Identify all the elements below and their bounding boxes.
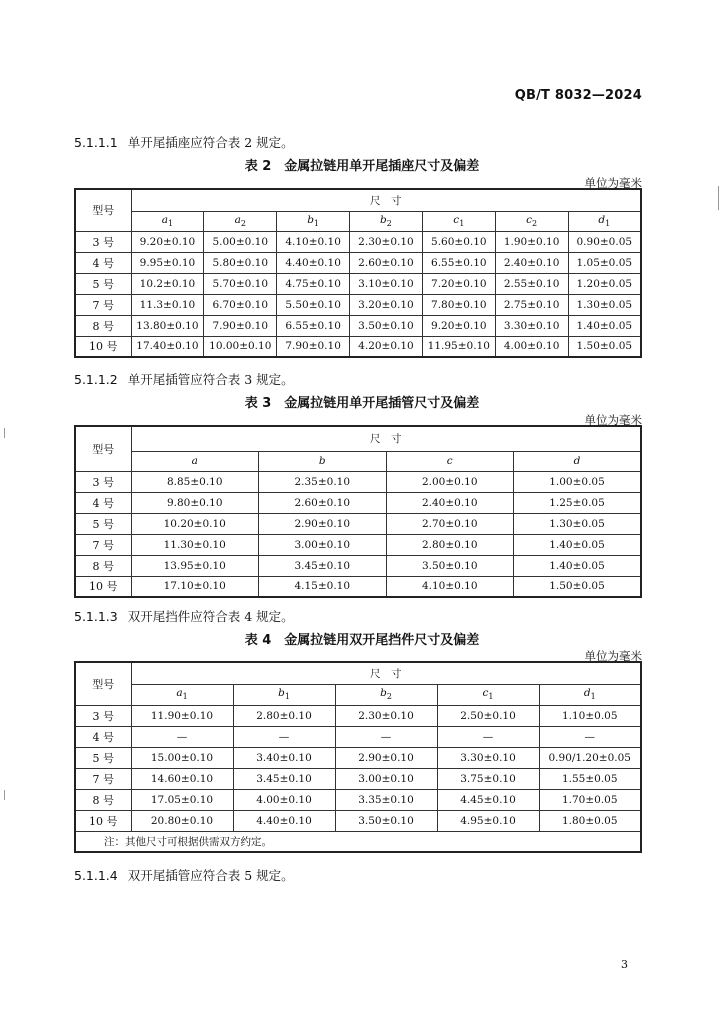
value-cell: 3.45±0.10	[259, 555, 387, 576]
table-row	[75, 768, 641, 789]
value-cell: 11.3±0.10	[131, 294, 204, 315]
value-cell: 3.40±0.10	[233, 747, 335, 768]
value-cell: 4.20±0.10	[350, 336, 423, 357]
model-header: 型号	[75, 426, 131, 471]
value-cell: 1.50±0.05	[514, 576, 642, 597]
value-cell: 2.80±0.10	[386, 534, 514, 555]
scan-edge-mark	[4, 428, 5, 438]
value-cell: 13.95±0.10	[131, 555, 259, 576]
dimension-group-header: 尺 寸	[131, 189, 641, 211]
value-cell: 1.00±0.05	[514, 471, 642, 492]
value-cell: 10.00±0.10	[204, 336, 277, 357]
value-cell: 1.55±0.05	[539, 768, 641, 789]
value-cell: 5.60±0.10	[422, 231, 495, 252]
value-cell: 17.10±0.10	[131, 576, 259, 597]
value-cell: 1.70±0.05	[539, 789, 641, 810]
value-cell: 2.90±0.10	[335, 747, 437, 768]
value-cell: 2.55±0.10	[495, 273, 568, 294]
table-row	[75, 513, 641, 534]
table-row	[75, 273, 641, 294]
column-header	[131, 451, 259, 471]
table-row	[75, 810, 641, 831]
value-cell: 9.80±0.10	[131, 492, 259, 513]
clause-5-1-1-2	[74, 370, 294, 388]
table-4-body	[75, 662, 641, 852]
value-cell: 1.80±0.05	[539, 810, 641, 831]
clause-text: 单开尾插座应符合表 2 规定。	[127, 135, 294, 150]
value-cell: 14.60±0.10	[131, 768, 233, 789]
model-cell: 7 号	[75, 768, 131, 789]
value-cell: 7.90±0.10	[277, 336, 350, 357]
model-cell: 3 号	[75, 231, 131, 252]
clause-number: 5.1.1.2	[74, 372, 118, 387]
column-symbol: c	[482, 687, 489, 700]
value-cell: 1.25±0.05	[514, 492, 642, 513]
column-symbol: d	[573, 455, 581, 467]
model-cell: 4 号	[75, 726, 131, 747]
column-subscript: 1	[182, 692, 188, 702]
dimension-group-header: 尺 寸	[131, 662, 641, 684]
column-header	[495, 211, 568, 231]
value-cell: 10.20±0.10	[131, 513, 259, 534]
value-cell: 2.30±0.10	[350, 231, 423, 252]
value-cell: 5.50±0.10	[277, 294, 350, 315]
value-cell: 11.90±0.10	[131, 705, 233, 726]
model-cell: 4 号	[75, 492, 131, 513]
value-cell: 3.45±0.10	[233, 768, 335, 789]
value-cell: 4.40±0.10	[233, 810, 335, 831]
value-cell: 6.55±0.10	[422, 252, 495, 273]
table-4	[74, 661, 642, 853]
column-header	[204, 211, 277, 231]
document-code: QB/T 8032—2024	[514, 88, 642, 103]
model-cell: 7 号	[75, 534, 131, 555]
value-cell: 4.45±0.10	[437, 789, 539, 810]
value-cell: 4.00±0.10	[495, 336, 568, 357]
column-subscript: 1	[313, 219, 320, 229]
value-cell: 9.20±0.10	[422, 315, 495, 336]
model-cell: 10 号	[75, 336, 131, 357]
column-header	[437, 684, 539, 705]
value-cell: 6.70±0.10	[204, 294, 277, 315]
value-cell: 3.00±0.10	[259, 534, 387, 555]
value-cell: 3.30±0.10	[495, 315, 568, 336]
model-cell: 5 号	[75, 513, 131, 534]
value-cell: 2.70±0.10	[386, 513, 514, 534]
value-cell: 2.80±0.10	[233, 705, 335, 726]
value-cell: 2.30±0.10	[335, 705, 437, 726]
column-symbol: b	[307, 213, 314, 226]
value-cell: 4.10±0.10	[386, 576, 514, 597]
column-symbol: c	[446, 455, 453, 467]
value-cell: 5.80±0.10	[204, 252, 277, 273]
column-header	[350, 211, 423, 231]
table-row	[75, 294, 641, 315]
value-cell: 11.30±0.10	[131, 534, 259, 555]
model-cell: 8 号	[75, 789, 131, 810]
table-4-caption: 表 4 金属拉链用双开尾挡件尺寸及偏差	[244, 633, 480, 648]
value-cell: 2.90±0.10	[259, 513, 387, 534]
table-row	[75, 231, 641, 252]
column-symbol: a	[234, 213, 241, 226]
value-cell: 4.10±0.10	[277, 231, 350, 252]
column-symbol: b	[318, 455, 326, 467]
column-subscript: 1	[590, 692, 596, 702]
column-subscript: 2	[386, 219, 392, 229]
value-cell: 2.60±0.10	[259, 492, 387, 513]
table-3-body	[75, 426, 641, 597]
value-cell: 2.60±0.10	[350, 252, 423, 273]
table-row	[75, 789, 641, 810]
column-symbol: a	[176, 687, 183, 700]
model-cell: 5 号	[75, 273, 131, 294]
value-cell: 3.35±0.10	[335, 789, 437, 810]
value-cell: 15.00±0.10	[131, 747, 233, 768]
value-cell: 4.00±0.10	[233, 789, 335, 810]
column-symbol: b	[278, 687, 285, 700]
value-cell: 3.30±0.10	[437, 747, 539, 768]
model-cell: 8 号	[75, 555, 131, 576]
table-3-caption: 表 3 金属拉链用单开尾插管尺寸及偏差	[244, 396, 480, 411]
value-cell: —	[233, 726, 335, 747]
column-symbol: c	[453, 213, 460, 226]
column-subscript: 1	[168, 219, 174, 229]
value-cell: 4.95±0.10	[437, 810, 539, 831]
table-2-caption: 表 2 金属拉链用单开尾插座尺寸及偏差	[244, 159, 480, 174]
table-3	[74, 425, 642, 598]
value-cell: 3.50±0.10	[386, 555, 514, 576]
column-symbol: a	[161, 213, 168, 226]
value-cell: 17.05±0.10	[131, 789, 233, 810]
value-cell: 1.30±0.05	[514, 513, 642, 534]
value-cell: 17.40±0.10	[131, 336, 204, 357]
value-cell: 13.80±0.10	[131, 315, 204, 336]
model-cell: 4 号	[75, 252, 131, 273]
table-row	[75, 492, 641, 513]
value-cell: 0.90±0.05	[568, 231, 641, 252]
column-header	[539, 684, 641, 705]
column-header	[259, 451, 387, 471]
column-symbol: b	[380, 687, 387, 700]
model-header: 型号	[75, 189, 131, 231]
clause-5-1-1-3	[74, 607, 294, 625]
table-row	[75, 726, 641, 747]
column-symbol: d	[598, 213, 606, 226]
column-subscript: 1	[459, 219, 465, 229]
value-cell: 2.40±0.10	[386, 492, 514, 513]
value-cell: 11.95±0.10	[422, 336, 495, 357]
column-symbol: a	[191, 455, 198, 467]
table-row	[75, 471, 641, 492]
column-header	[131, 684, 233, 705]
value-cell: 1.20±0.05	[568, 273, 641, 294]
value-cell: 9.95±0.10	[131, 252, 204, 273]
value-cell: 6.55±0.10	[277, 315, 350, 336]
table-2-unit: 单位为毫米	[584, 176, 642, 190]
value-cell: 5.70±0.10	[204, 273, 277, 294]
clause-5-1-1-4	[74, 866, 294, 884]
model-cell: 8 号	[75, 315, 131, 336]
column-subscript: 1	[284, 692, 290, 702]
value-cell: 3.50±0.10	[335, 810, 437, 831]
dimension-group-header: 尺 寸	[131, 426, 641, 451]
value-cell: 3.20±0.10	[350, 294, 423, 315]
table-row	[75, 705, 641, 726]
column-header	[514, 451, 642, 471]
column-subscript: 1	[605, 219, 611, 229]
column-symbol: c	[526, 213, 533, 226]
table-row	[75, 252, 641, 273]
value-cell: 1.90±0.10	[495, 231, 568, 252]
table-3-unit: 单位为毫米	[584, 413, 642, 427]
table-row	[75, 315, 641, 336]
value-cell: 4.15±0.10	[259, 576, 387, 597]
value-cell: 4.40±0.10	[277, 252, 350, 273]
scan-edge-mark	[4, 790, 5, 800]
model-cell: 5 号	[75, 747, 131, 768]
column-subscript: 2	[532, 219, 538, 229]
column-subscript: 1	[488, 692, 494, 702]
column-symbol: b	[380, 213, 387, 226]
value-cell: 0.90/1.20±0.05	[539, 747, 641, 768]
value-cell: 1.30±0.05	[568, 294, 641, 315]
value-cell: 3.75±0.10	[437, 768, 539, 789]
clause-number: 5.1.1.4	[74, 868, 118, 883]
column-header	[422, 211, 495, 231]
value-cell: —	[539, 726, 641, 747]
value-cell: 2.75±0.10	[495, 294, 568, 315]
value-cell: 3.10±0.10	[350, 273, 423, 294]
value-cell: 1.40±0.05	[514, 534, 642, 555]
value-cell: —	[131, 726, 233, 747]
column-symbol: d	[583, 687, 591, 700]
column-header	[131, 211, 204, 231]
table-row	[75, 555, 641, 576]
clause-text: 单开尾插管应符合表 3 规定。	[127, 372, 294, 387]
table-row	[75, 534, 641, 555]
value-cell: 7.20±0.10	[422, 273, 495, 294]
column-subscript: 2	[386, 692, 392, 702]
column-header	[386, 451, 514, 471]
value-cell: 3.00±0.10	[335, 768, 437, 789]
model-header: 型号	[75, 662, 131, 705]
table-note: 注：其他尺寸可根据供需双方约定。	[75, 831, 641, 852]
column-header	[568, 211, 641, 231]
model-cell: 3 号	[75, 705, 131, 726]
clause-text: 双开尾插管应符合表 5 规定。	[127, 868, 294, 883]
value-cell: 1.40±0.05	[568, 315, 641, 336]
value-cell: 2.00±0.10	[386, 471, 514, 492]
value-cell: 1.05±0.05	[568, 252, 641, 273]
table-4-unit: 单位为毫米	[584, 649, 642, 663]
clause-5-1-1-1	[74, 133, 294, 151]
value-cell: 20.80±0.10	[131, 810, 233, 831]
value-cell: 5.00±0.10	[204, 231, 277, 252]
value-cell: 3.50±0.10	[350, 315, 423, 336]
clause-number: 5.1.1.1	[74, 135, 118, 150]
table-2	[74, 188, 642, 358]
value-cell: —	[335, 726, 437, 747]
clause-number: 5.1.1.3	[74, 609, 118, 624]
column-header	[233, 684, 335, 705]
value-cell: 1.10±0.05	[539, 705, 641, 726]
value-cell: 4.75±0.10	[277, 273, 350, 294]
value-cell: 8.85±0.10	[131, 471, 259, 492]
value-cell: —	[437, 726, 539, 747]
page-number: 3	[621, 958, 628, 971]
value-cell: 2.35±0.10	[259, 471, 387, 492]
value-cell: 1.40±0.05	[514, 555, 642, 576]
value-cell: 7.80±0.10	[422, 294, 495, 315]
value-cell: 2.40±0.10	[495, 252, 568, 273]
table-row	[75, 576, 641, 597]
column-subscript: 2	[240, 219, 246, 229]
table-row	[75, 747, 641, 768]
model-cell: 3 号	[75, 471, 131, 492]
scan-edge-mark	[718, 186, 719, 210]
column-header	[335, 684, 437, 705]
model-cell: 7 号	[75, 294, 131, 315]
model-cell: 10 号	[75, 576, 131, 597]
value-cell: 1.50±0.05	[568, 336, 641, 357]
table-row	[75, 336, 641, 357]
value-cell: 2.50±0.10	[437, 705, 539, 726]
value-cell: 9.20±0.10	[131, 231, 204, 252]
column-header	[277, 211, 350, 231]
clause-text: 双开尾挡件应符合表 4 规定。	[127, 609, 294, 624]
value-cell: 7.90±0.10	[204, 315, 277, 336]
value-cell: 10.2±0.10	[131, 273, 204, 294]
table-2-body	[75, 189, 641, 357]
model-cell: 10 号	[75, 810, 131, 831]
